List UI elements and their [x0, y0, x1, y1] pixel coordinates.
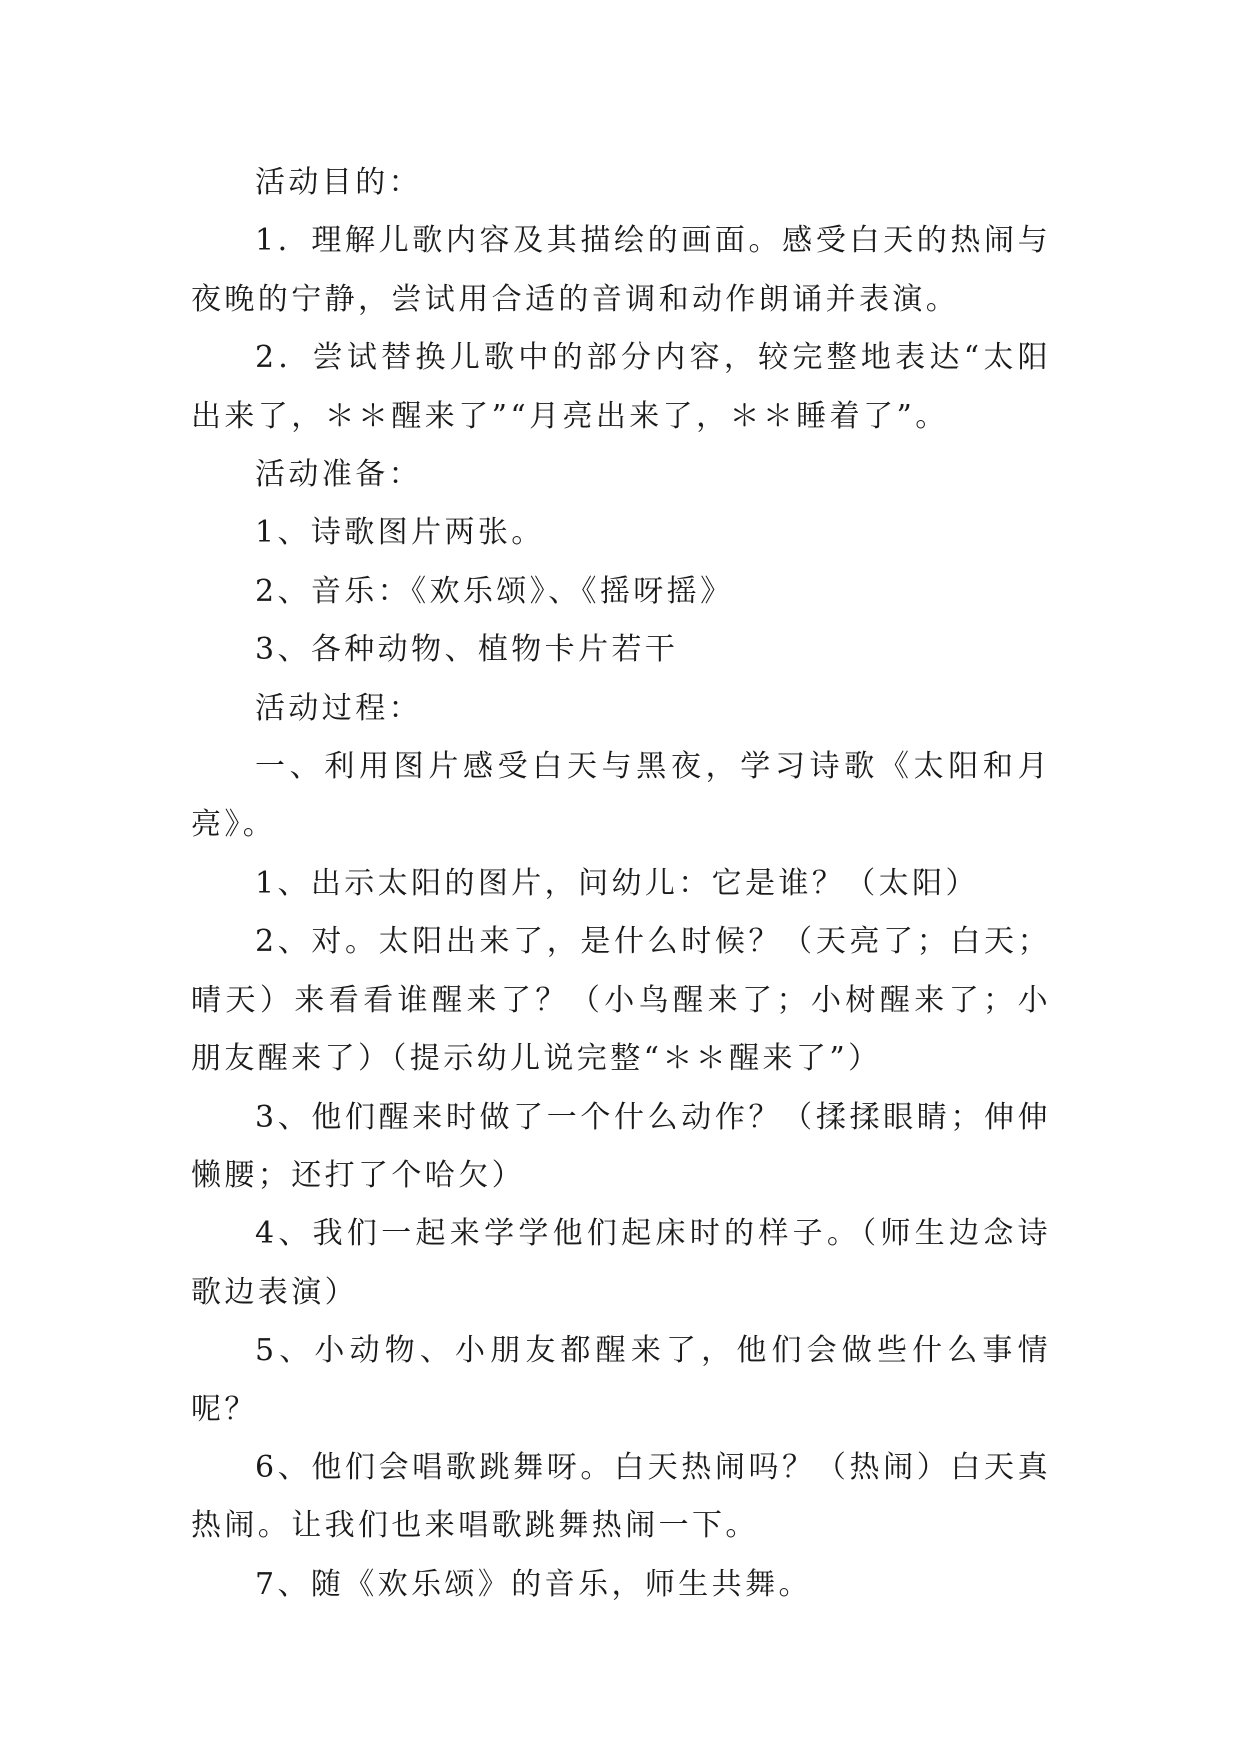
preparation-1: 1、诗歌图片两张。 [255, 515, 545, 551]
process-step-4: 4、我们一起来学学他们起床时的样子。（师生边念诗歌边表演） [191, 1216, 1051, 1310]
process-section-1: 一、利用图片感受白天与黑夜，学习诗歌《太阳和月亮》。 [191, 749, 1051, 843]
process-step-3: 3、他们醒来时做了一个什么动作？（揉揉眼睛；伸伸懒腰；还打了个哈欠） [191, 1099, 1051, 1193]
process-step-7: 7、随《欢乐颂》的音乐，师生共舞。 [255, 1566, 812, 1602]
process-step-5: 5、小动物、小朋友都醒来了，他们会做些什么事情呢？ [191, 1333, 1051, 1427]
heading-preparation: 活动准备： [255, 457, 422, 493]
process-step-6: 6、他们会唱歌跳舞呀。白天热闹吗？（热闹）白天真热闹。让我们也来唱歌跳舞热闹一下。 [191, 1449, 1051, 1544]
preparation-2: 2、音乐：《欢乐颂》、《摇呀摇》 [255, 573, 734, 609]
preparation-3: 3、各种动物、植物卡片若干 [255, 632, 679, 668]
document-body [191, 154, 1051, 1614]
objective-2: 2．尝试替换儿歌中的部分内容，较完整地表达“太阳出来了，＊＊醒来了”“月亮出来了，＊＊睡着了”。 [191, 340, 1051, 434]
process-step-2: 2、对。太阳出来了，是什么时候？（天亮了；白天；晴天）来看看谁醒来了？（小鸟醒来了；小树醒来了；小朋友醒来了）（提示幼儿说完整“＊＊醒来了”） [191, 924, 1051, 1077]
process-step-1: 1、出示太阳的图片，问幼儿：它是谁？（太阳） [255, 865, 979, 901]
heading-objectives: 活动目的： [255, 165, 422, 200]
objective-1: 1．理解儿歌内容及其描绘的画面。感受白天的热闹与夜晚的宁静，尝试用合适的音调和动作朗诵并表演。 [191, 223, 1051, 317]
heading-process: 活动过程： [255, 690, 422, 726]
